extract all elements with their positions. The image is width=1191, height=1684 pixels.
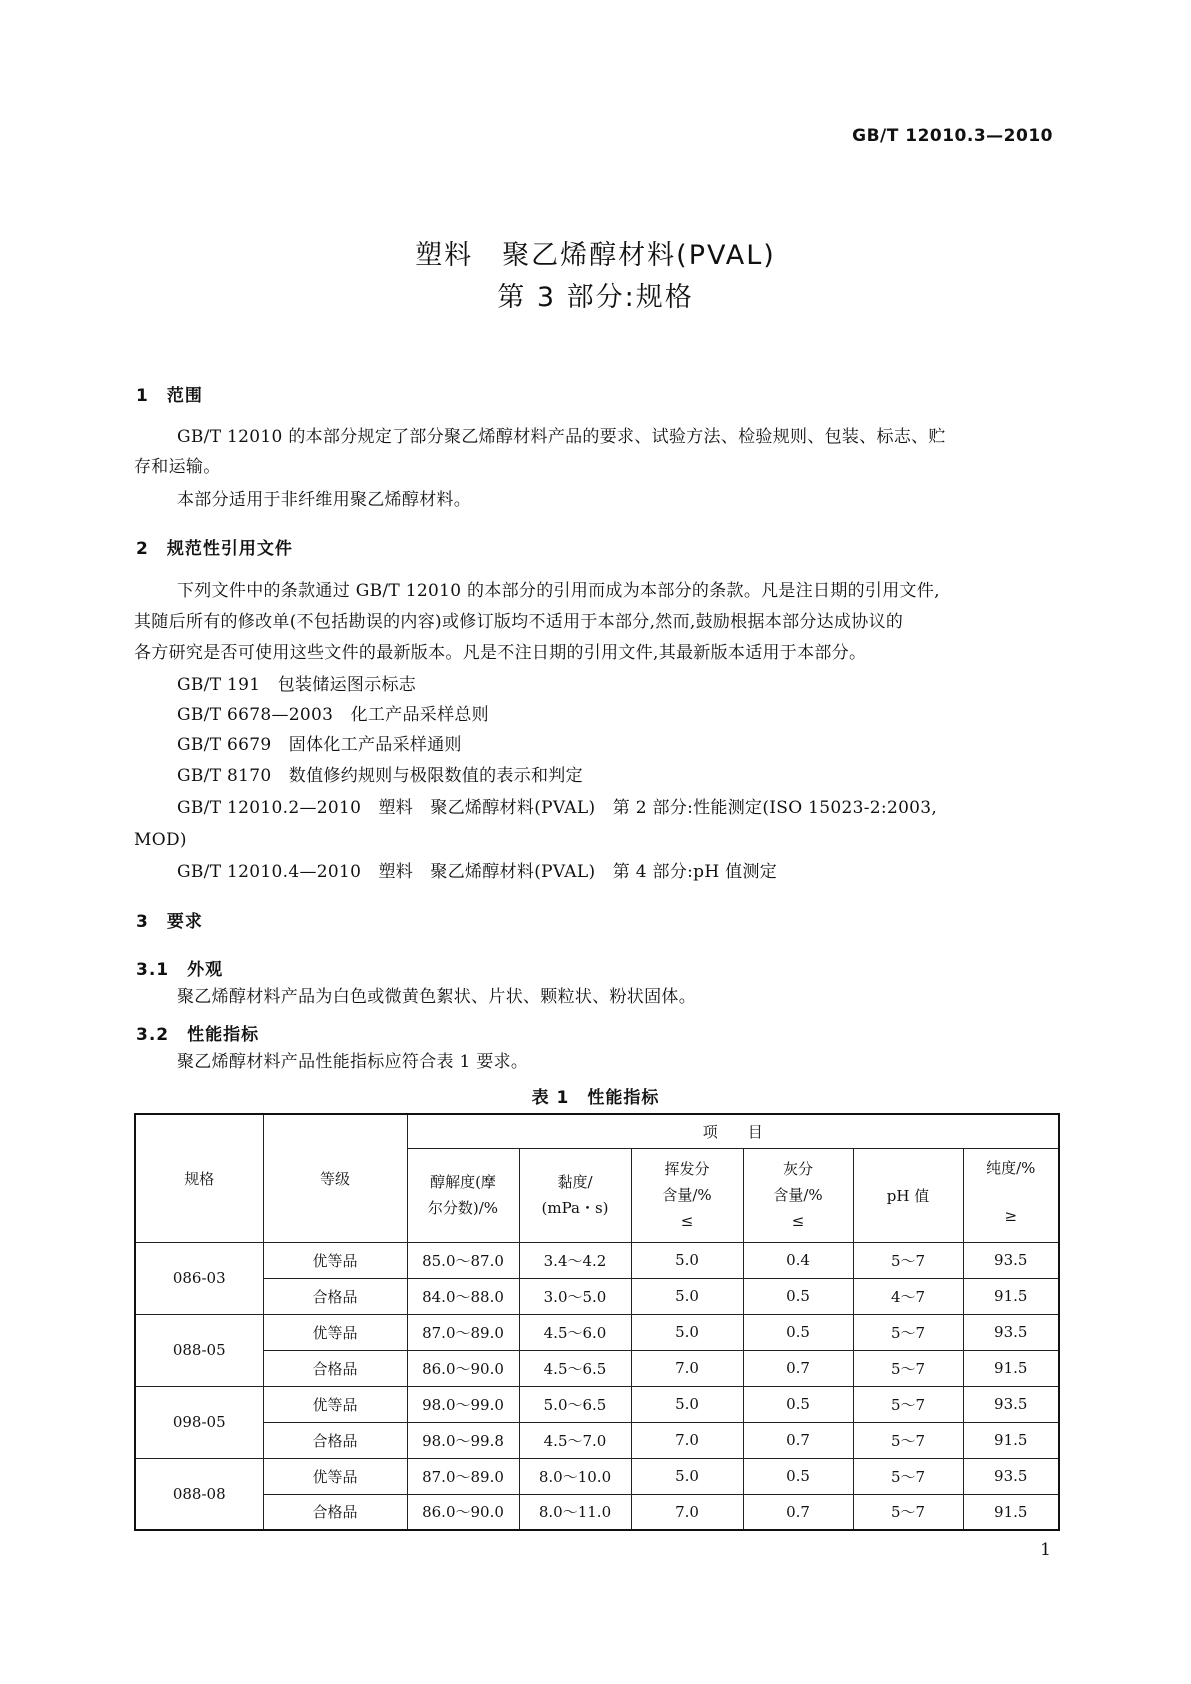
purity-cell: 91.5 — [963, 1278, 1059, 1314]
grade-cell: 优等品 — [263, 1458, 407, 1494]
reference-item: GB/T 12010.4—2010 塑料 聚乙烯醇材料(PVAL) 第 4 部分:pH 值测定 — [177, 862, 778, 882]
section-3-1-heading: 3.1 外观 — [136, 960, 224, 980]
purity-cell: 91.5 — [963, 1494, 1059, 1530]
volatile-cell: 5.0 — [631, 1314, 743, 1350]
volatile-cell: 7.0 — [631, 1350, 743, 1386]
table-caption: 表 1 性能指标 — [531, 1088, 660, 1108]
table-row — [135, 1350, 1059, 1386]
section-2-paragraph-line2: 其随后所有的修改单(不包括勘误的内容)或修订版均不适用于本部分,然而,鼓励根据本部分达成协议的 — [134, 612, 904, 632]
header-items: 项 目 — [407, 1114, 1059, 1148]
alcoholysis-cell: 84.0～88.0 — [407, 1278, 519, 1314]
spec-cell: 088-08 — [135, 1458, 263, 1530]
document-title: 塑料 聚乙烯醇材料(PVAL) — [415, 240, 776, 271]
ph-cell: 5～7 — [853, 1242, 963, 1278]
table-row — [135, 1422, 1059, 1458]
section-3-1-text: 聚乙烯醇材料产品为白色或微黄色絮状、片状、颗粒状、粉状固体。 — [177, 987, 696, 1007]
section-1-heading: 1 范围 — [136, 386, 203, 406]
ash-cell: 0.5 — [743, 1314, 853, 1350]
grade-cell: 合格品 — [263, 1494, 407, 1530]
volatile-cell: 7.0 — [631, 1422, 743, 1458]
section-1-scope-paragraph: 本部分适用于非纤维用聚乙烯醇材料。 — [177, 490, 472, 510]
spec-cell: 086-03 — [135, 1242, 263, 1314]
header-viscosity: 黏度/ (mPa・s) — [519, 1148, 631, 1242]
table-row — [135, 1314, 1059, 1350]
standard-code: GB/T 12010.3—2010 — [852, 126, 1053, 146]
ph-cell: 5～7 — [853, 1386, 963, 1422]
purity-cell: 93.5 — [963, 1242, 1059, 1278]
spec-cell: 098-05 — [135, 1386, 263, 1458]
viscosity-cell: 5.0～6.5 — [519, 1386, 631, 1422]
grade-cell: 合格品 — [263, 1278, 407, 1314]
ph-cell: 4～7 — [853, 1278, 963, 1314]
ph-cell: 5～7 — [853, 1422, 963, 1458]
performance-table — [134, 1113, 1060, 1531]
volatile-cell: 5.0 — [631, 1278, 743, 1314]
purity-cell: 93.5 — [963, 1314, 1059, 1350]
ph-cell: 5～7 — [853, 1494, 963, 1530]
section-3-heading: 3 要求 — [136, 912, 203, 932]
viscosity-cell: 4.5～6.0 — [519, 1314, 631, 1350]
table-row — [135, 1278, 1059, 1314]
alcoholysis-cell: 87.0～89.0 — [407, 1458, 519, 1494]
header-grade: 等级 — [263, 1114, 407, 1242]
header-alcoholysis: 醇解度(摩 尔分数)/% — [407, 1148, 519, 1242]
section-3-2-heading: 3.2 性能指标 — [136, 1025, 260, 1045]
ph-cell: 5～7 — [853, 1314, 963, 1350]
viscosity-cell: 4.5～6.5 — [519, 1350, 631, 1386]
header-purity: 纯度/% ≥ — [963, 1148, 1059, 1242]
viscosity-cell: 8.0～10.0 — [519, 1458, 631, 1494]
header-volatile: 挥发分 含量/% ≤ — [631, 1148, 743, 1242]
table-row — [135, 1458, 1059, 1494]
viscosity-cell: 4.5～7.0 — [519, 1422, 631, 1458]
reference-item: GB/T 6678—2003 化工产品采样总则 — [177, 705, 489, 725]
section-2-heading: 2 规范性引用文件 — [136, 539, 293, 559]
table-row — [135, 1494, 1059, 1530]
alcoholysis-cell: 98.0～99.0 — [407, 1386, 519, 1422]
ash-cell: 0.4 — [743, 1242, 853, 1278]
reference-item: GB/T 8170 数值修约规则与极限数值的表示和判定 — [177, 766, 583, 786]
alcoholysis-cell: 87.0～89.0 — [407, 1314, 519, 1350]
table-row — [135, 1386, 1059, 1422]
ash-cell: 0.5 — [743, 1458, 853, 1494]
volatile-cell: 5.0 — [631, 1458, 743, 1494]
ash-cell: 0.7 — [743, 1422, 853, 1458]
volatile-cell: 5.0 — [631, 1386, 743, 1422]
ph-cell: 5～7 — [853, 1350, 963, 1386]
ash-cell: 0.5 — [743, 1278, 853, 1314]
alcoholysis-cell: 86.0～90.0 — [407, 1494, 519, 1530]
ash-cell: 0.5 — [743, 1386, 853, 1422]
alcoholysis-cell: 86.0～90.0 — [407, 1350, 519, 1386]
purity-cell: 93.5 — [963, 1386, 1059, 1422]
purity-cell: 91.5 — [963, 1422, 1059, 1458]
volatile-cell: 7.0 — [631, 1494, 743, 1530]
grade-cell: 优等品 — [263, 1314, 407, 1350]
section-3-2-text: 聚乙烯醇材料产品性能指标应符合表 1 要求。 — [177, 1052, 529, 1072]
reference-item: GB/T 6679 固体化工产品采样通则 — [177, 735, 462, 755]
alcoholysis-cell: 85.0～87.0 — [407, 1242, 519, 1278]
page-number: 1 — [1040, 1540, 1051, 1560]
table-row — [135, 1242, 1059, 1278]
purity-cell: 93.5 — [963, 1458, 1059, 1494]
document-subtitle: 第 3 部分:规格 — [497, 282, 694, 313]
section-2-paragraph-line3: 各方研究是否可使用这些文件的最新版本。凡是不注日期的引用文件,其最新版本适用于本部分。 — [134, 643, 867, 663]
ash-cell: 0.7 — [743, 1494, 853, 1530]
section-1-paragraph-line1: GB/T 12010 的本部分规定了部分聚乙烯醇材料产品的要求、试验方法、检验规则、包装、标志、贮 — [177, 427, 946, 447]
ash-cell: 0.7 — [743, 1350, 853, 1386]
header-ph: pH 值 — [853, 1148, 963, 1242]
reference-item: GB/T 191 包装储运图示标志 — [177, 675, 417, 695]
header-ash: 灰分 含量/% ≤ — [743, 1148, 853, 1242]
grade-cell: 合格品 — [263, 1350, 407, 1386]
grade-cell: 合格品 — [263, 1422, 407, 1458]
ph-cell: 5～7 — [853, 1458, 963, 1494]
viscosity-cell: 8.0～11.0 — [519, 1494, 631, 1530]
reference-item: GB/T 12010.2—2010 塑料 聚乙烯醇材料(PVAL) 第 2 部分:性能测定(ISO 15023-2:2003, — [177, 798, 938, 818]
volatile-cell: 5.0 — [631, 1242, 743, 1278]
alcoholysis-cell: 98.0～99.8 — [407, 1422, 519, 1458]
grade-cell: 优等品 — [263, 1386, 407, 1422]
viscosity-cell: 3.0～5.0 — [519, 1278, 631, 1314]
section-1-paragraph-line2: 存和运输。 — [134, 457, 221, 477]
reference-item-continued: MOD) — [134, 830, 187, 850]
spec-cell: 088-05 — [135, 1314, 263, 1386]
header-spec: 规格 — [135, 1114, 263, 1242]
section-2-paragraph-line1: 下列文件中的条款通过 GB/T 12010 的本部分的引用而成为本部分的条款。凡是注日期的引用文件, — [177, 581, 940, 601]
viscosity-cell: 3.4～4.2 — [519, 1242, 631, 1278]
grade-cell: 优等品 — [263, 1242, 407, 1278]
purity-cell: 91.5 — [963, 1350, 1059, 1386]
